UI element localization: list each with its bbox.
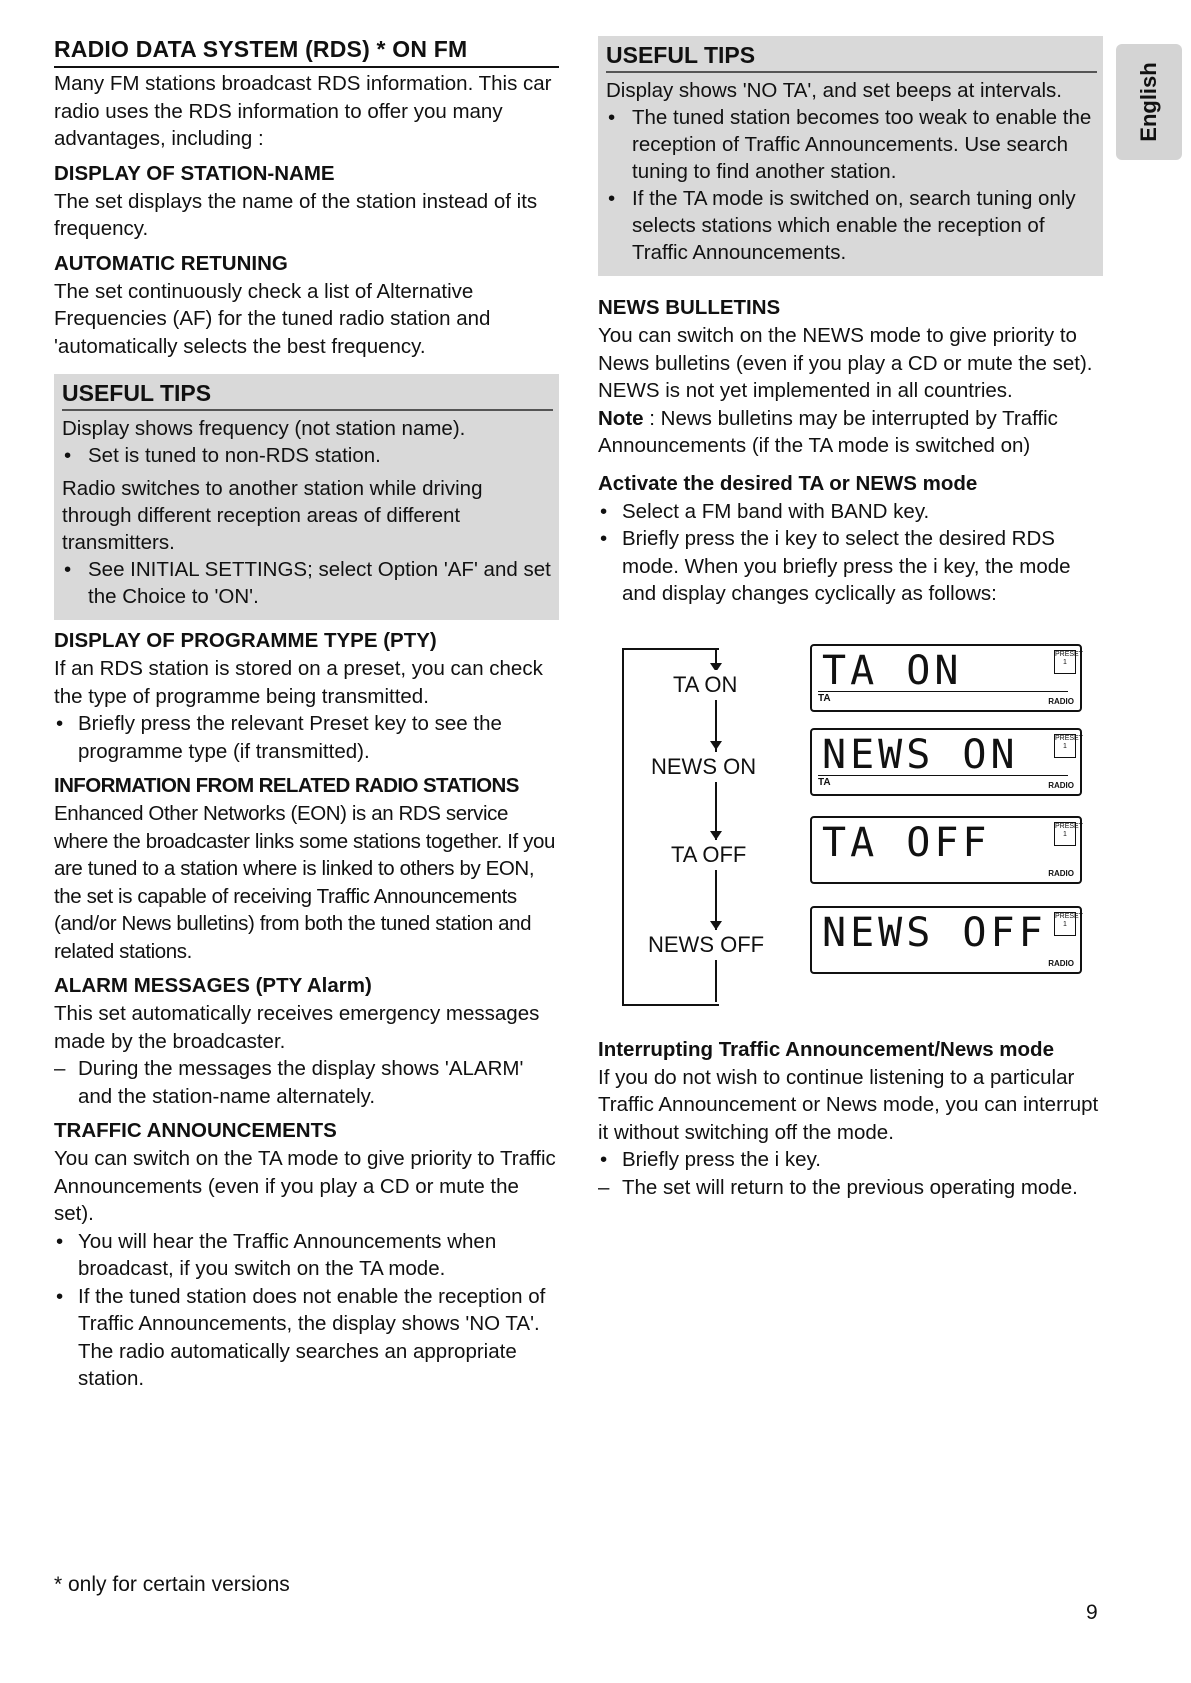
- useful-tips-title-2: USEFUL TIPS: [606, 42, 1097, 73]
- lcd-display-ta-off: [810, 816, 1082, 884]
- arrow-down-icon: [715, 798, 717, 838]
- useful-tips-title: USEFUL TIPS: [62, 380, 553, 411]
- related-stations-text: Enhanced Other Networks (EON) is an RDS service where the broadcaster links some stations together. If you are tuned to a station where is linked to others by EON, the set is capable of receiving Traffic Announcements (and/or News bulletins) from both the tuned station and related stations.: [54, 802, 555, 963]
- mode-cycle-diagram: [598, 640, 1103, 1020]
- note-label: Note: [598, 406, 644, 430]
- heading-interrupting: Interrupting Traffic Announcement/News mode: [598, 1037, 1054, 1061]
- interrupting-bullet: • Briefly press the i key.: [598, 1146, 1103, 1174]
- step-news-on: NEWS ON: [651, 752, 756, 782]
- alarm-dash: – During the messages the display shows 'ALARM' and the station-name alternately.: [54, 1055, 559, 1110]
- useful-tips-box-2: [598, 36, 1103, 276]
- rds-intro: Many FM stations broadcast RDS information. This car radio uses the RDS information to offer you many advantages, including :: [54, 72, 552, 150]
- lcd-preset: PRESET 1: [1054, 650, 1076, 674]
- language-tab: [1116, 44, 1182, 160]
- step-ta-off: TA OFF: [671, 840, 746, 870]
- lcd-radio-logo: RADIO: [1048, 958, 1074, 968]
- page-number: 9: [1086, 1601, 1098, 1624]
- lcd-display-ta-on: [810, 644, 1082, 712]
- lcd-display-news-on: [810, 728, 1082, 796]
- traffic-text: You can switch on the TA mode to give priority to Traffic Announcements (even if you play a CD or mute the set).: [54, 1147, 556, 1225]
- right-column: [598, 36, 1103, 1201]
- lcd-radio-logo: RADIO: [1048, 780, 1074, 790]
- lcd-radio-logo: RADIO: [1048, 696, 1074, 706]
- activate-bullet-1: • Select a FM band with BAND key.: [598, 498, 1103, 526]
- step-news-off: NEWS OFF: [648, 930, 764, 960]
- arrow-down-icon: [715, 648, 717, 670]
- tip-no-ta-bullet-1: • The tuned station becomes too weak to enable the reception of Traffic Announcements. Use search tuning to find another station.: [606, 104, 1097, 185]
- useful-tips-box-1: [54, 374, 559, 620]
- arrow-down-icon: [715, 886, 717, 928]
- traffic-bullet-2: • If the tuned station does not enable the reception of Traffic Announcements, the display shows 'NO TA'. The radio automatically searches an appropriate station.: [54, 1283, 559, 1393]
- heading-news: NEWS BULLETINS: [598, 296, 781, 319]
- auto-retuning-text: The set continuously check a list of Alternative Frequencies (AF) for the tuned radio station and 'automatically selects the best frequency.: [54, 279, 491, 358]
- lcd-display-news-off: [810, 906, 1082, 974]
- news-note: [598, 405, 1103, 460]
- pty-bullet: • Briefly press the relevant Preset key to see the programme type (if transmitted).: [54, 710, 559, 765]
- language-label: English: [1136, 62, 1161, 142]
- news-text: You can switch on the NEWS mode to give priority to News bulletins (even if you play a CD or mute the set). NEWS is not yet implemented in all countries.: [598, 324, 1093, 402]
- alarm-text: This set automatically receives emergency messages made by the broadcaster.: [54, 1002, 540, 1053]
- activate-bullet-2: • Briefly press the i key to select the desired RDS mode. When you briefly press the i key, the mode and display changes cyclically as follows:: [598, 525, 1103, 608]
- station-name-text: The set displays the name of the station instead of its frequency.: [54, 189, 538, 240]
- lcd-text: NEWS ON: [822, 731, 1019, 778]
- step-ta-on: TA ON: [673, 670, 737, 700]
- lcd-preset: PRESET 1: [1054, 912, 1076, 936]
- section-title-rds: RADIO DATA SYSTEM (RDS) * ON FM: [54, 36, 559, 68]
- traffic-bullet-1: • You will hear the Traffic Announcements when broadcast, if you switch on the TA mode.: [54, 1228, 559, 1283]
- heading-auto-retuning: AUTOMATIC RETUNING: [54, 251, 288, 275]
- heading-alarm: ALARM MESSAGES (PTY Alarm): [54, 974, 372, 997]
- tip-no-ta: Display shows 'NO TA', and set beeps at intervals.: [606, 79, 1062, 102]
- heading-related-stations: INFORMATION FROM RELATED RADIO STATIONS: [54, 774, 519, 797]
- arrow-down-icon: [715, 710, 717, 748]
- heading-station-name: DISPLAY OF STATION-NAME: [54, 161, 335, 185]
- lcd-text: TA OFF: [822, 819, 991, 866]
- lcd-text: NEWS OFF: [822, 909, 1047, 956]
- tip-switching: Radio switches to another station while driving through different reception areas of different transmitters.: [62, 477, 483, 554]
- note-text: : News bulletins may be interrupted by Traffic Announcements (if the TA mode is switched on): [598, 406, 1058, 457]
- tip-no-ta-bullet-2: • If the TA mode is switched on, search tuning only selects stations which enable the reception of Traffic Announcements.: [606, 185, 1097, 266]
- left-column: [54, 36, 559, 1393]
- tip-frequency-bullet: • Set is tuned to non-RDS station.: [62, 442, 553, 469]
- lcd-preset: PRESET 1: [1054, 822, 1076, 846]
- footnote: * only for certain versions: [54, 1573, 290, 1596]
- interrupting-text: If you do not wish to continue listening to a particular Traffic Announcement or News mode, you can interrupt it without switching off the mode.: [598, 1065, 1099, 1144]
- lcd-ta-indicator: TA: [818, 775, 1068, 788]
- heading-traffic: TRAFFIC ANNOUNCEMENTS: [54, 1119, 337, 1142]
- tip-frequency: Display shows frequency (not station name).: [62, 417, 466, 440]
- pty-text: If an RDS station is stored on a preset, you can check the type of programme being transmitted.: [54, 657, 543, 708]
- interrupting-dash: – The set will return to the previous operating mode.: [598, 1174, 1103, 1202]
- lcd-ta-indicator: TA: [818, 691, 1068, 704]
- heading-pty: DISPLAY OF PROGRAMME TYPE (PTY): [54, 629, 437, 652]
- tip-switching-bullet: • See INITIAL SETTINGS; select Option 'AF' and set the Choice to 'ON'.: [62, 556, 553, 610]
- lcd-text: TA ON: [822, 647, 963, 694]
- heading-activate: Activate the desired TA or NEWS mode: [598, 471, 978, 495]
- lcd-radio-logo: RADIO: [1048, 868, 1074, 878]
- lcd-preset: PRESET 1: [1054, 734, 1076, 758]
